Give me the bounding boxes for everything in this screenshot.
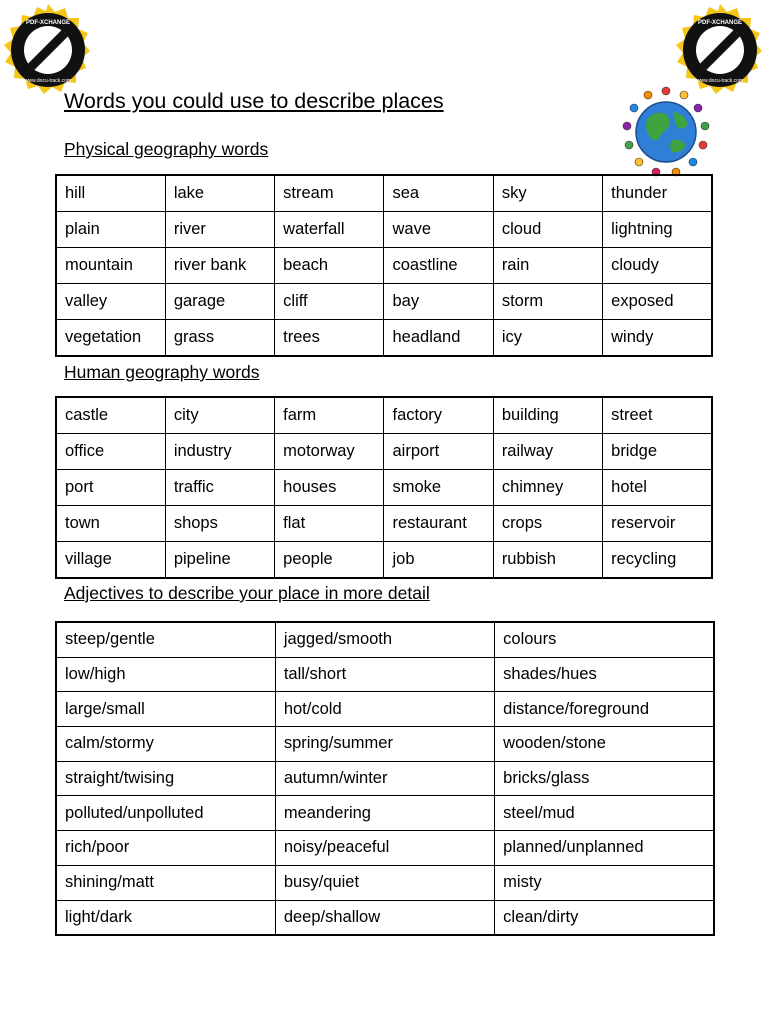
table-cell: village xyxy=(56,542,165,579)
globe-clipart xyxy=(618,82,714,178)
table-cell: town xyxy=(56,506,165,542)
table-cell: railway xyxy=(493,434,602,470)
table-cell: stream xyxy=(275,175,384,212)
table-cell: straight/twising xyxy=(56,761,275,796)
pdf-xchange-badge-icon xyxy=(0,2,96,98)
table-row xyxy=(56,506,712,542)
table-cell: people xyxy=(275,542,384,579)
table-cell: farm xyxy=(275,397,384,434)
table-cell: waterfall xyxy=(275,212,384,248)
table-row xyxy=(56,727,714,762)
table-row xyxy=(56,175,712,212)
table-row xyxy=(56,692,714,727)
table-cell: bay xyxy=(384,284,493,320)
table-cell: beach xyxy=(275,248,384,284)
table-cell: tall/short xyxy=(275,657,494,692)
table-cell: cloud xyxy=(493,212,602,248)
stamp-text-bottom: www.docu-track.com xyxy=(24,78,72,84)
table-cell: bridge xyxy=(603,434,712,470)
table-cell: street xyxy=(603,397,712,434)
table-cell: castle xyxy=(56,397,165,434)
table-cell: pipeline xyxy=(165,542,274,579)
table-cell: meandering xyxy=(275,796,494,831)
table-cell: vegetation xyxy=(56,320,165,357)
table-cell: coastline xyxy=(384,248,493,284)
table-cell: calm/stormy xyxy=(56,727,275,762)
table-cell: deep/shallow xyxy=(275,900,494,935)
table-cell: motorway xyxy=(275,434,384,470)
table-cell: industry xyxy=(165,434,274,470)
stamp-text-top: PDF-XCHANGE xyxy=(25,20,71,26)
table-row xyxy=(56,761,714,796)
table-cell: steel/mud xyxy=(495,796,714,831)
page-title: Words you could use to describe places xyxy=(64,89,444,113)
pdf-xchange-stamp-left[interactable] xyxy=(0,2,96,98)
table-row xyxy=(56,542,712,579)
table-cell: river bank xyxy=(165,248,274,284)
table-cell: plain xyxy=(56,212,165,248)
table-cell: crops xyxy=(493,506,602,542)
table-row xyxy=(56,622,714,657)
table-cell: storm xyxy=(493,284,602,320)
table-cell: light/dark xyxy=(56,900,275,935)
table-row xyxy=(56,212,712,248)
table-row xyxy=(56,284,712,320)
table-row xyxy=(56,470,712,506)
section-heading-adjectives: Adjectives to describe your place in more detail xyxy=(64,583,430,603)
table-row xyxy=(56,796,714,831)
stamp-text-bottom: www.docu-track.com xyxy=(696,78,744,84)
table-cell: recycling xyxy=(603,542,712,579)
table-cell: noisy/peaceful xyxy=(275,831,494,866)
table-cell: building xyxy=(493,397,602,434)
table-cell: hotel xyxy=(603,470,712,506)
table-cell: job xyxy=(384,542,493,579)
table-row xyxy=(56,248,712,284)
section-heading-physical: Physical geography words xyxy=(64,139,269,159)
table-cell: reservoir xyxy=(603,506,712,542)
table-cell: hill xyxy=(56,175,165,212)
table-cell: hot/cold xyxy=(275,692,494,727)
table-cell: low/high xyxy=(56,657,275,692)
table-cell: busy/quiet xyxy=(275,865,494,900)
table-cell: rain xyxy=(493,248,602,284)
table-cell: shining/matt xyxy=(56,865,275,900)
table-cell: misty xyxy=(495,865,714,900)
table-cell: sky xyxy=(493,175,602,212)
table-cell: cliff xyxy=(275,284,384,320)
table-cell: headland xyxy=(384,320,493,357)
table-cell: trees xyxy=(275,320,384,357)
table-cell: city xyxy=(165,397,274,434)
table-cell: cloudy xyxy=(603,248,712,284)
table-cell: wave xyxy=(384,212,493,248)
table-row xyxy=(56,831,714,866)
stamp-text-top: PDF-XCHANGE xyxy=(697,20,743,26)
table-cell: lake xyxy=(165,175,274,212)
table-cell: houses xyxy=(275,470,384,506)
table-cell: chimney xyxy=(493,470,602,506)
table-cell: shades/hues xyxy=(495,657,714,692)
table-row xyxy=(56,657,714,692)
table-row xyxy=(56,320,712,357)
stamp-text-mid: Click to buy NOW! xyxy=(703,33,739,69)
table-cell: mountain xyxy=(56,248,165,284)
table-cell: valley xyxy=(56,284,165,320)
table-cell: autumn/winter xyxy=(275,761,494,796)
table-cell: clean/dirty xyxy=(495,900,714,935)
globe-people-icon xyxy=(618,82,714,178)
physical-geography-table xyxy=(55,174,713,357)
table-row xyxy=(56,434,712,470)
section-heading-human: Human geography words xyxy=(64,362,260,382)
table-cell: large/small xyxy=(56,692,275,727)
stamp-text-mid: Click to buy NOW! xyxy=(31,33,67,69)
table-cell: planned/unplanned xyxy=(495,831,714,866)
table-cell: restaurant xyxy=(384,506,493,542)
table-cell: airport xyxy=(384,434,493,470)
table-cell: icy xyxy=(493,320,602,357)
table-cell: windy xyxy=(603,320,712,357)
table-cell: factory xyxy=(384,397,493,434)
table-cell: spring/summer xyxy=(275,727,494,762)
table-row xyxy=(56,900,714,935)
table-cell: distance/foreground xyxy=(495,692,714,727)
table-cell: wooden/stone xyxy=(495,727,714,762)
table-cell: bricks/glass xyxy=(495,761,714,796)
table-cell: exposed xyxy=(603,284,712,320)
table-cell: smoke xyxy=(384,470,493,506)
table-cell: thunder xyxy=(603,175,712,212)
table-cell: traffic xyxy=(165,470,274,506)
table-cell: jagged/smooth xyxy=(275,622,494,657)
table-cell: office xyxy=(56,434,165,470)
table-cell: shops xyxy=(165,506,274,542)
table-cell: colours xyxy=(495,622,714,657)
table-cell: polluted/unpolluted xyxy=(56,796,275,831)
table-cell: rubbish xyxy=(493,542,602,579)
human-geography-table xyxy=(55,396,713,579)
table-row xyxy=(56,397,712,434)
adjectives-table xyxy=(55,621,715,936)
table-row xyxy=(56,865,714,900)
table-cell: rich/poor xyxy=(56,831,275,866)
table-cell: garage xyxy=(165,284,274,320)
table-cell: grass xyxy=(165,320,274,357)
table-cell: sea xyxy=(384,175,493,212)
table-cell: lightning xyxy=(603,212,712,248)
table-cell: flat xyxy=(275,506,384,542)
table-cell: river xyxy=(165,212,274,248)
table-cell: port xyxy=(56,470,165,506)
table-cell: steep/gentle xyxy=(56,622,275,657)
